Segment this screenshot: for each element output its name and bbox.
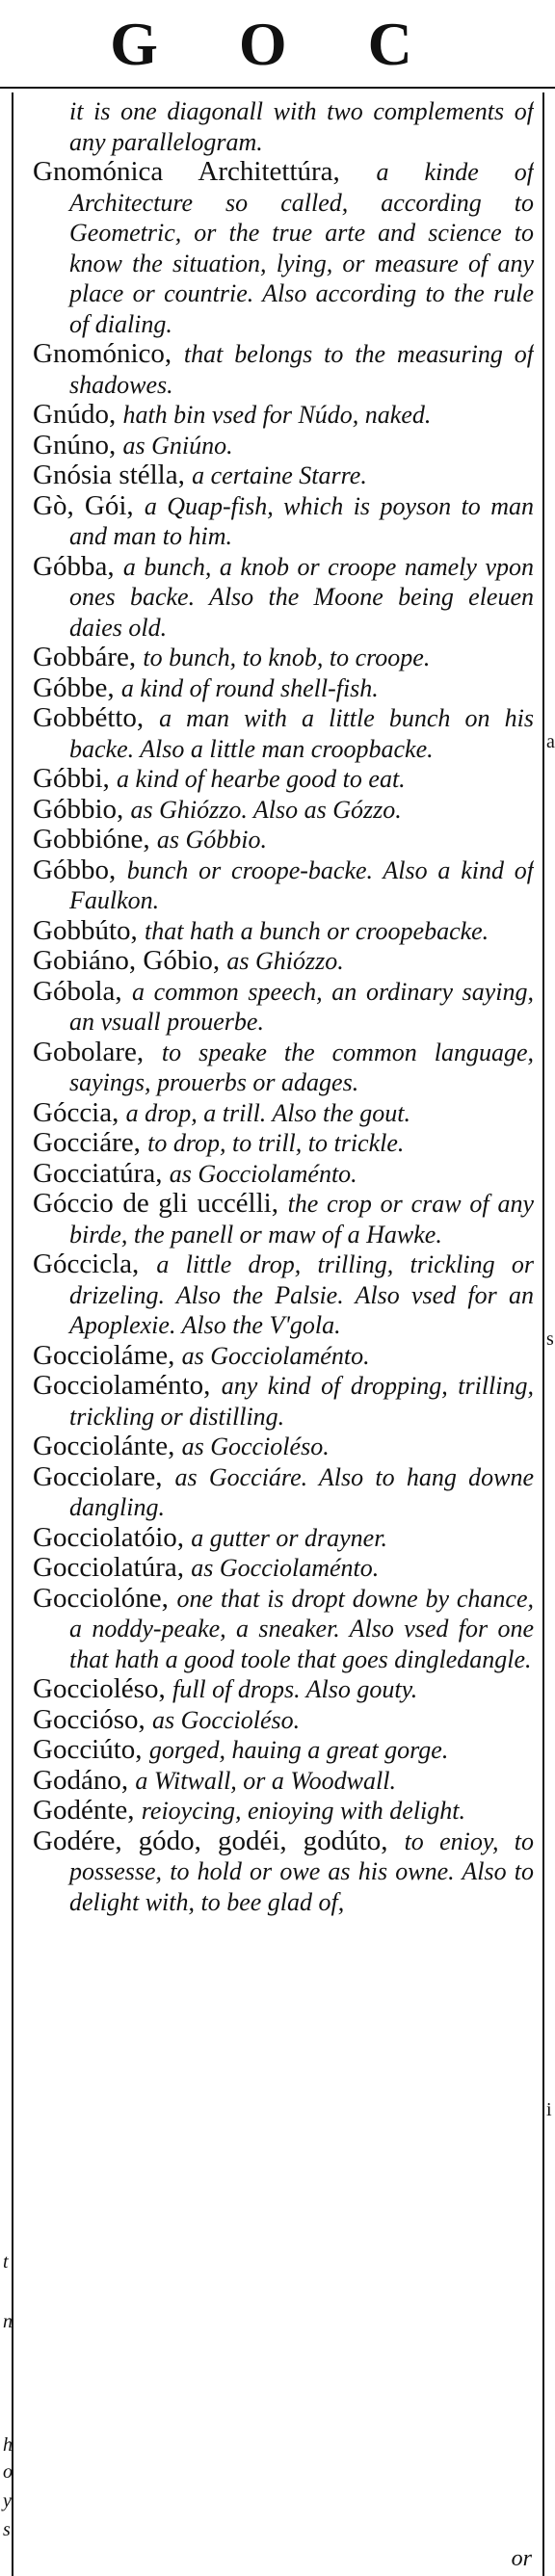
dictionary-entry — [33, 703, 534, 764]
margin-letter: y — [3, 2490, 12, 2511]
dictionary-entry — [33, 1432, 534, 1462]
entry-headword: Godáno, — [33, 1764, 129, 1796]
dictionary-entry — [33, 1098, 534, 1129]
margin-letter: n — [3, 2311, 13, 2332]
margin-letter: s — [3, 2519, 11, 2540]
entry-definition: to enioy, to possesse, to hold or owe as his owne. Also to delight with, to bee glad of, — [69, 1827, 534, 1916]
entry-headword: Gocciolánte, — [33, 1431, 175, 1461]
entry-definition: bunch or croope-backe. Also a kind of Faulkon. — [69, 855, 534, 914]
left-margin-fragments — [0, 0, 12, 2576]
entry-definition: a bunch, a knob or croope namely vpon ones backe. Also the Moone being eleuen daies old. — [69, 552, 534, 642]
entry-headword: Gobbétto, — [33, 702, 145, 733]
entry-definition: as Gocciolaménto. — [181, 1341, 370, 1370]
margin-letter: i — [546, 2099, 552, 2120]
entry-headword: Gobiáno, Góbio, — [33, 945, 221, 976]
entry-definition: a common speech, an ordinary saying, an vsuall prouerbe. — [69, 977, 534, 1036]
entry-headword: Gobolare, — [33, 1036, 145, 1067]
entry-headword: Góbola, — [33, 975, 122, 1007]
margin-letter: h — [3, 2434, 13, 2456]
entry-headword: Góccicla, — [33, 1249, 140, 1279]
entry-headword: Goccióso, — [33, 1703, 145, 1735]
entry-headword: Gocciáre, — [33, 1127, 141, 1158]
entry-headword: Gocciolatóio, — [33, 1521, 185, 1553]
dictionary-entry — [33, 1523, 534, 1554]
entry-headword: Góccio de gli uccélli, — [33, 1188, 278, 1219]
dictionary-column — [33, 96, 534, 2563]
entry-headword: Góbbe, — [33, 671, 115, 703]
entry-definition: a kind of hearbe good to eat. — [117, 765, 406, 793]
entry-definition: a kind of round shell-fish. — [120, 673, 379, 702]
entry-headword: Gocciúto, — [33, 1734, 143, 1765]
dictionary-entry — [33, 460, 534, 491]
dictionary-entry — [33, 96, 534, 157]
entry-headword: Gobbáre, — [33, 642, 137, 672]
entry-headword: Godére, gódo, godéi, godúto, — [33, 1825, 388, 1856]
dictionary-entry — [33, 764, 534, 795]
dictionary-entry — [33, 673, 534, 704]
entry-definition: as Gniúno. — [122, 431, 233, 460]
entry-headword: Gocciolaménto, — [33, 1370, 211, 1401]
page-header: G O C — [110, 10, 445, 78]
entry-definition: the crop or craw of any birde, the panell or maw of a Hawke. — [69, 1190, 534, 1249]
dictionary-entry — [33, 157, 534, 339]
entry-headword: Gocciolare, — [33, 1460, 163, 1492]
entry-headword: Góbbio, — [33, 793, 124, 825]
dictionary-entry — [33, 1128, 534, 1159]
entry-definition: a Witwall, or a Woodwall. — [135, 1766, 396, 1795]
entry-headword: Gnúdo, — [33, 399, 117, 430]
entry-headword: Gnósia stélla, — [33, 460, 185, 490]
dictionary-entry — [33, 1584, 534, 1675]
right-margin-fragments — [545, 0, 555, 2576]
dictionary-entry — [33, 1553, 534, 1584]
entry-definition: to drop, to trill, to trickle. — [147, 1129, 405, 1157]
entry-definition: that belongs to the measuring of shadowes. — [69, 340, 534, 399]
entry-headword: Góccia, — [33, 1096, 119, 1128]
dictionary-entry — [33, 825, 534, 855]
entry-definition: to bunch, to knob, to croope. — [143, 644, 431, 671]
dictionary-entry — [33, 855, 534, 916]
dictionary-entry — [33, 1249, 534, 1341]
entry-definition: as Góbbio. — [156, 826, 267, 854]
entry-definition: that hath a bunch or croopebacke. — [145, 916, 489, 945]
dictionary-entry — [33, 795, 534, 826]
margin-letter: a — [546, 731, 555, 752]
catchword: or — [511, 2546, 532, 2571]
entry-definition: as Gocciolaménto. — [169, 1159, 357, 1188]
dictionary-entry — [33, 1735, 534, 1766]
entry-definition: a certaine Starre. — [192, 461, 367, 489]
dictionary-entry — [33, 339, 534, 400]
entry-definition: a gutter or drayner. — [191, 1523, 387, 1552]
entry-headword: Gnúno, — [33, 429, 117, 460]
dictionary-entry — [33, 1796, 534, 1827]
dictionary-entry — [33, 643, 534, 673]
entry-definition: a Quap-fish, which is poyson to man and man to him. — [69, 491, 534, 550]
entry-definition: as Ghiózzo. Also as Gózzo. — [130, 795, 402, 824]
entry-headword: Gnomónica Architettúra, — [33, 156, 340, 187]
entry-definition: full of drops. Also gouty. — [172, 1675, 418, 1703]
entry-headword: Gocciatúra, — [33, 1157, 163, 1189]
entry-definition: to speake the common language, sayings, prouerbs or adages. — [69, 1038, 534, 1096]
dictionary-entry — [33, 1705, 534, 1736]
entry-definition: as Gocciáre. Also to hang downe dangling. — [69, 1462, 534, 1521]
dictionary-entry — [33, 1827, 534, 1918]
header-rule — [0, 87, 555, 89]
dictionary-entry — [33, 1341, 534, 1372]
entry-headword: Gocciolóne, — [33, 1582, 169, 1614]
margin-letter: t — [3, 2251, 9, 2273]
dictionary-entry — [33, 491, 534, 552]
entry-definition: as Gocciolaménto. — [191, 1554, 380, 1582]
entry-headword: Goccioláme, — [33, 1339, 175, 1371]
margin-letter: o — [3, 2461, 13, 2483]
entry-definition: as Goccioléso. — [181, 1433, 330, 1460]
entry-headword: Góbba, — [33, 550, 115, 582]
entry-definition: one that is dropt downe by chance, a noddy-peake, a sneaker. Also vsed for one that hath a good toole that goes dingledangle. — [69, 1584, 534, 1673]
entry-headword: Goccioléso, — [33, 1673, 166, 1704]
entry-definition: hath bin vsed for Núdo, naked. — [122, 401, 432, 429]
entry-headword: Góbbi, — [33, 763, 110, 794]
entry-headword: Godénte, — [33, 1795, 135, 1826]
entry-headword: Gobbúto, — [33, 914, 138, 946]
entry-definition: it is one diagonall with two complements of any parallelogram. — [69, 97, 534, 156]
entry-definition: reioycing, enioying with delight. — [141, 1797, 465, 1825]
entry-definition: any kind of dropping, trilling, trickling or distilling. — [69, 1372, 534, 1431]
dictionary-entry — [33, 1462, 534, 1523]
entry-definition: a drop, a trill. Also the gout. — [125, 1098, 411, 1127]
dictionary-entry — [33, 1038, 534, 1098]
entry-headword: Gò, Gói, — [33, 489, 134, 521]
margin-letter: s — [546, 1328, 554, 1350]
dictionary-entry — [33, 1766, 534, 1797]
entry-headword: Gocciolatúra, — [33, 1552, 185, 1583]
dictionary-entry — [33, 1189, 534, 1249]
entry-definition: gorged, hauing a great gorge. — [148, 1736, 449, 1764]
dictionary-entry — [33, 400, 534, 431]
entry-headword: Góbbo, — [33, 854, 117, 885]
entry-definition: a man with a little bunch on his backe. Also a little man croopbacke. — [69, 704, 534, 763]
entry-headword: Gobbióne, — [33, 824, 150, 854]
column-rule-right — [542, 92, 544, 2576]
dictionary-entry — [33, 431, 534, 461]
dictionary-entry — [33, 946, 534, 977]
entry-definition: as Ghiózzo. — [226, 947, 344, 975]
entry-definition: a little drop, trilling, trickling or drizeling. Also the Palsie. Also vsed for an Apoplexie. Also the V'gola. — [69, 1250, 534, 1339]
dictionary-entry — [33, 552, 534, 644]
entry-definition: a kinde of Architecture so called, according to Geometric, or the true arte and science to know the situation, lying, or measure of any place or countrie. Also according to the rule of dialing. — [69, 158, 534, 338]
entry-definition: as Goccioléso. — [152, 1705, 301, 1734]
dictionary-entry — [33, 1371, 534, 1432]
entry-headword: Gnomónico, — [33, 338, 172, 369]
dictionary-entry — [33, 1159, 534, 1190]
dictionary-entry — [33, 977, 534, 1038]
column-rule-left — [12, 92, 13, 2576]
dictionary-entry — [33, 1674, 534, 1705]
dictionary-entry — [33, 916, 534, 947]
